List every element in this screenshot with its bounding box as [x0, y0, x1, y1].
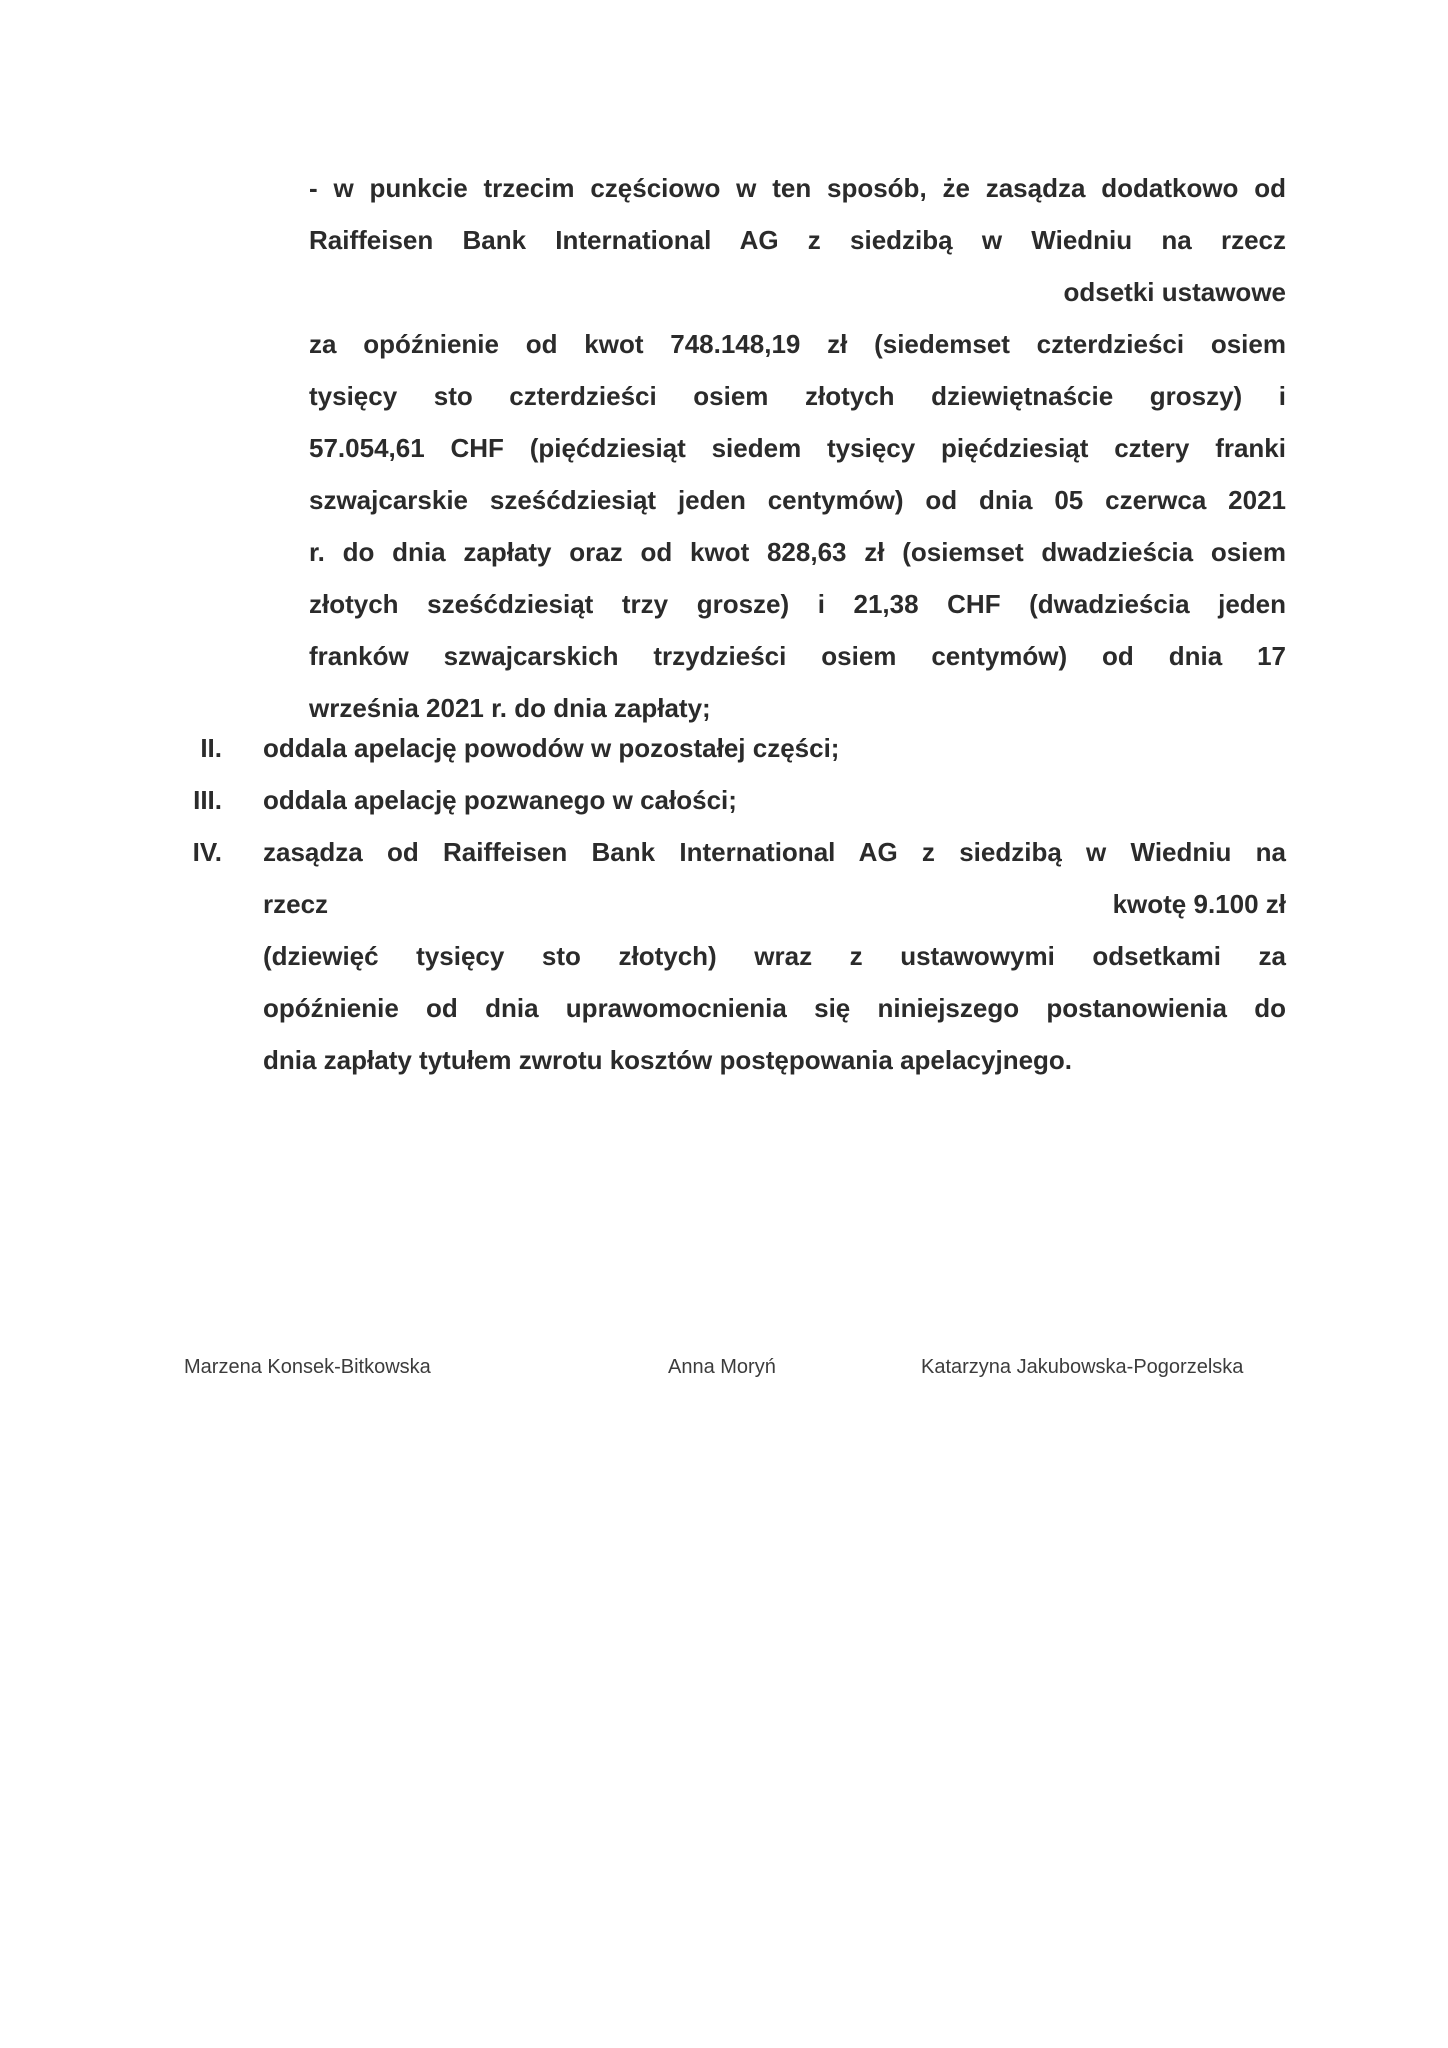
ruling-line: września 2021 r. do dnia zapłaty;: [309, 693, 711, 723]
ruling-line: oddala apelację pozwanego w całości;: [263, 785, 737, 815]
ruling-item-III: [0, 774, 1286, 826]
ruling-line: franków szwajcarskich trzydzieści osiem centymów) od dnia 17: [309, 641, 1286, 671]
judge-signatures: [0, 1356, 1448, 1386]
ruling-line: tysięcy sto czterdzieści osiem złotych dziewiętnaście groszy) i: [309, 381, 1286, 411]
ruling-line-right-fragment: kwotę 9.100 zł: [1112, 889, 1286, 919]
ruling-line-left-fragment: rzecz: [263, 889, 329, 919]
judge-signature: Marzena Konsek-Bitkowska: [184, 1356, 431, 1378]
ruling-line: szwajcarskie sześćdziesiąt jeden centymów) od dnia 05 czerwca 2021: [309, 485, 1286, 515]
ruling-line: (dziewięć tysięcy sto złotych) wraz z ustawowymi odsetkami za: [263, 941, 1286, 971]
ruling-numbered-items: [0, 722, 1286, 1086]
ruling-line: odsetki ustawowe: [1063, 277, 1286, 307]
item-numeral: III.: [193, 785, 222, 815]
ruling-line: [263, 878, 1286, 930]
item-numeral: II.: [200, 733, 222, 763]
judge-signature: Anna Moryń: [668, 1356, 776, 1378]
ruling-line: złotych sześćdziesiąt trzy grosze) i 21,38 CHF (dwadzieścia jeden: [309, 589, 1286, 619]
ruling-item-II: [0, 722, 1286, 774]
ruling-line: zasądza od Raiffeisen Bank International AG z siedzibą w Wiedniu na: [263, 837, 1286, 867]
ruling-point-one-amendment: [309, 162, 1286, 734]
item-numeral: IV.: [192, 837, 222, 867]
ruling-line: oddala apelację powodów w pozostałej części;: [263, 733, 840, 763]
ruling-line: r. do dnia zapłaty oraz od kwot 828,63 zł (osiemset dwadzieścia osiem: [309, 537, 1286, 567]
judge-signature: Katarzyna Jakubowska-Pogorzelska: [921, 1356, 1244, 1378]
ruling-line: Raiffeisen Bank International AG z siedzibą w Wiedniu na rzecz: [309, 225, 1286, 255]
ruling-item-IV: [0, 826, 1286, 1086]
ruling-line: za opóźnienie od kwot 748.148,19 zł (siedemset czterdzieści osiem: [309, 329, 1286, 359]
ruling-line: - w punkcie trzecim częściowo w ten sposób, że zasądza dodatkowo od: [309, 173, 1286, 203]
ruling-line: opóźnienie od dnia uprawomocnienia się niniejszego postanowienia do: [263, 993, 1286, 1023]
ruling-line: 57.054,61 CHF (pięćdziesiąt siedem tysięcy pięćdziesiąt cztery franki: [309, 433, 1286, 463]
ruling-line: dnia zapłaty tytułem zwrotu kosztów postępowania apelacyjnego.: [263, 1045, 1073, 1075]
